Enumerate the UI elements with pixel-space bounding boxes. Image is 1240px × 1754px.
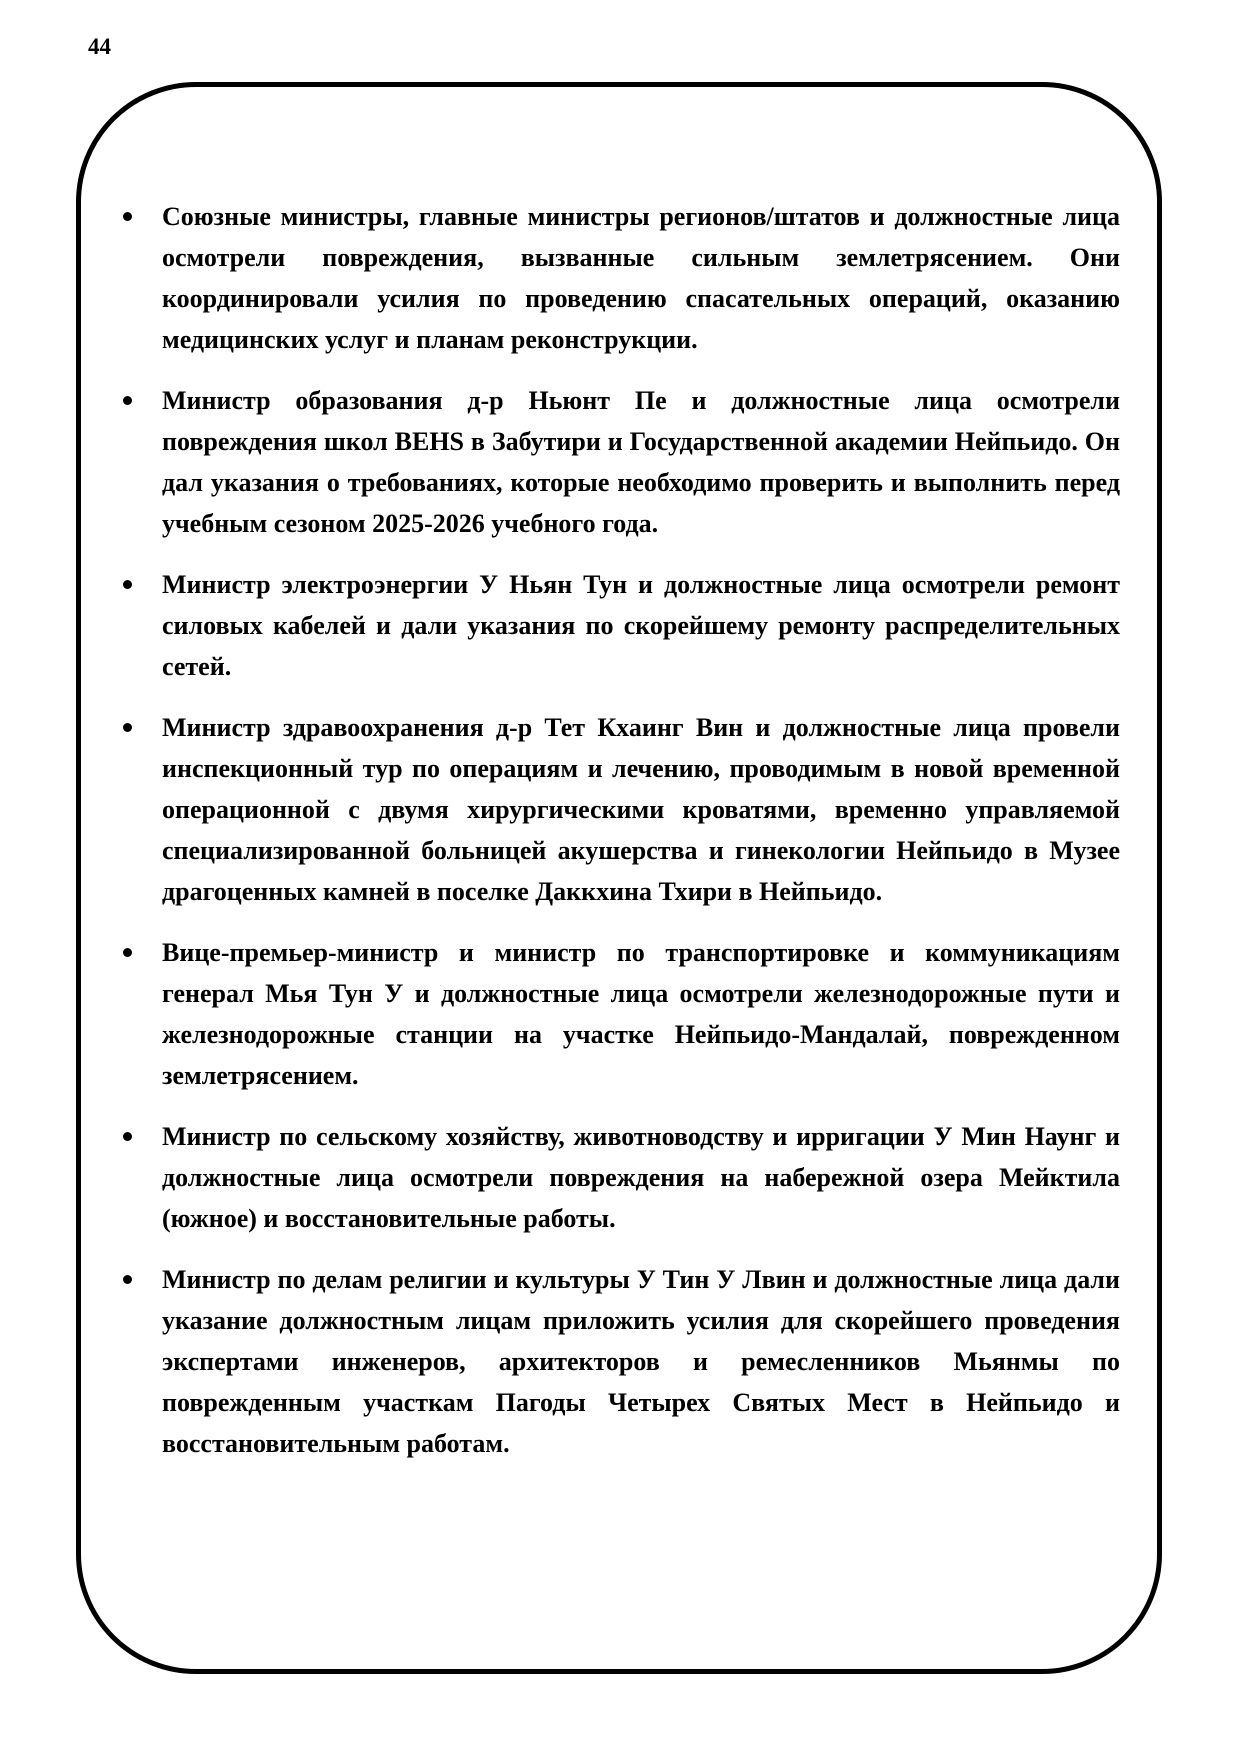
list-item-text: Вице-премьер-министр и министр по транспортировке и коммуникациям генерал Мья Тун У и должностные лица осмотрели железнодорожные пути и железнодорожные станции на участке Нейпьидо-Мандалай, поврежденном землетрясением. [162, 938, 1120, 1090]
list-item [118, 196, 1120, 360]
bullet-list [118, 196, 1120, 1484]
list-item [118, 564, 1120, 687]
list-item-text: Министр образования д-р Ньюнт Пе и должностные лица осмотрели повреждения школ BEHS в Забутири и Государственной академии Нейпьидо. Он дал указания о требованиях, которые необходимо проверить и выполнить перед учебным сезоном 2025-2026 учебного года. [162, 386, 1120, 538]
bullet-icon [123, 212, 132, 221]
bullet-icon [123, 580, 132, 589]
list-item [118, 707, 1120, 912]
list-item-text: Союзные министры, главные министры регионов/штатов и должностные лица осмотрели повреждения, вызванные сильным землетрясением. Они координировали усилия по проведению спасательных операций, оказанию медицинских услуг и планам реконструкции. [162, 202, 1120, 354]
bullet-icon [123, 396, 132, 405]
list-item [118, 380, 1120, 544]
list-item [118, 1116, 1120, 1239]
list-item-text: Министр электроэнергии У Ньян Тун и должностные лица осмотрели ремонт силовых кабелей и дали указания по скорейшему ремонту распределительных сетей. [162, 570, 1120, 681]
bullet-icon [123, 723, 132, 732]
list-item [118, 1259, 1120, 1464]
bullet-icon [123, 1275, 132, 1284]
list-item-text: Министр по делам религии и культуры У Тин У Лвин и должностные лица дали указание должностным лицам приложить усилия для скорейшего проведения экспертами инженеров, архитекторов и ремесленников Мьянмы по поврежденным участкам Пагоды Четырех Святых Мест в Нейпьидо и восстановительным работам. [162, 1265, 1120, 1458]
bullet-icon [123, 1132, 132, 1141]
bullet-icon [123, 948, 132, 957]
list-item-text: Министр здравоохранения д-р Тет Кхаинг Вин и должностные лица провели инспекционный тур по операциям и лечению, проводимым в новой временной операционной с двумя хирургическими кроватями, временно управляемой специализированной больницей акушерства и гинекологии Нейпьидо в Музее драгоценных камней в поселке Даккхина Тхири в Нейпьидо. [162, 713, 1120, 906]
list-item [118, 932, 1120, 1096]
list-item-text: Министр по сельскому хозяйству, животноводству и ирригации У Мин Наунг и должностные лица осмотрели повреждения на набережной озера Мейктила (южное) и восстановительные работы. [162, 1122, 1120, 1233]
page-number: 44 [88, 34, 111, 59]
